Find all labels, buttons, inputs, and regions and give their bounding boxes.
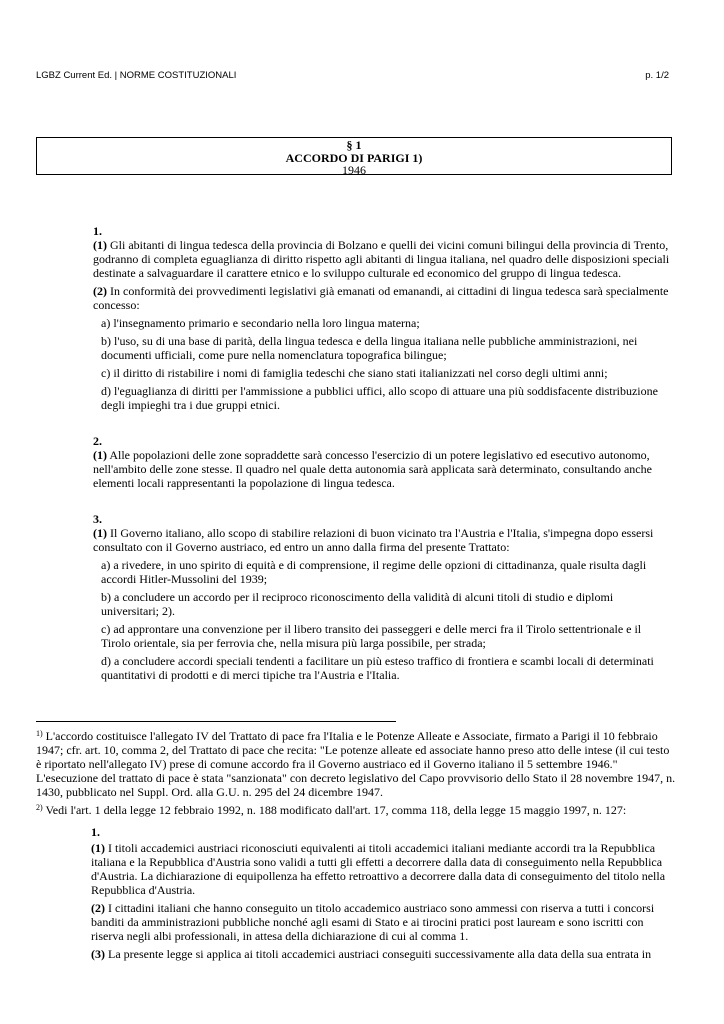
footnote-marker: 2)	[36, 803, 43, 812]
paragraph-number: (2)	[93, 284, 107, 298]
header-left: LGBZ Current Ed. | NORME COSTITUZIONALI	[36, 70, 237, 81]
list-item: c) ad approntare una convenzione per il libero transito dei passeggeri e delle merci fra il Tirolo settentrionale e il Tirolo orientale, sia per ferrovia che, nella misura più larga possibile, per strada;	[101, 622, 642, 650]
footnote-marker: 1)	[36, 729, 43, 738]
list-item: b) a concludere un accordo per il reciproco riconoscimento della validità di alcuni titoli di studio e diplomi universitari; 2).	[101, 590, 614, 618]
paragraph	[93, 238, 673, 280]
list-item: a) a rivedere, in uno spirito di equità e di comprensione, il regime delle opzioni di cittadinanza, quale risulta dagli accordi Hitler-Mussolini del 1939;	[101, 558, 647, 586]
paragraph	[93, 448, 673, 490]
list-item: a) l'insegnamento primario e secondario nella loro lingua materna;	[101, 316, 420, 330]
quoted-law	[91, 825, 676, 961]
document-title: ACCORDO DI PARIGI 1)	[285, 150, 423, 165]
paragraph-number: (1)	[91, 841, 105, 855]
paragraph	[91, 841, 676, 897]
footnote-2	[36, 803, 676, 817]
paragraph	[91, 947, 676, 961]
paragraph	[93, 526, 673, 554]
paragraph-text: Alle popolazioni delle zone sopraddette sarà concesso l'esercizio di un potere legislativo ed esecutivo autonomo, nell'ambito delle zone stesse. Il quadro nel quale detta autonomia sarà applicata sarà determinato, consultando anche elementi locali rappresentanti la popolazione di lingua tedesca.	[93, 448, 652, 490]
paragraph	[93, 284, 673, 312]
paragraph-number: (3)	[91, 947, 105, 961]
list-item: b) l'uso, su di una base di parità, della lingua tedesca e della lingua italiana nelle pubbliche amministrazioni, nei documenti ufficiali, come pure nella nomenclatura topografica bilingue;	[101, 334, 638, 362]
article-number: 3.	[93, 512, 102, 526]
footnotes	[36, 729, 676, 965]
article-3	[93, 512, 673, 682]
quoted-article-number: 1.	[91, 825, 100, 839]
list-item: c) il diritto di ristabilire i nomi di famiglia tedeschi che siano stati italianizzati nel corso degli ultimi anni;	[101, 366, 608, 380]
paragraph-number: (2)	[91, 901, 105, 915]
footnote-1	[36, 729, 676, 799]
article-number: 1.	[93, 224, 102, 238]
paragraph	[91, 901, 676, 943]
list-item: d) l'eguaglianza di diritti per l'ammissione a pubblici uffici, allo scopo di attuare una più soddisfacente distribuzione degli impieghi tra i due gruppi etnici.	[101, 384, 658, 412]
paragraph-text: Il Governo italiano, allo scopo di stabilire relazioni di buon vicinato tra l'Austria e l'Italia, s'impegna dopo essersi consultato con il Governo austriaco, ed entro un anno dalla firma del presente Trattato:	[93, 526, 654, 554]
paragraph-text: La presente legge si applica ai titoli accademici austriaci conseguiti successivamente alla data della sua entrata in	[105, 947, 652, 961]
article-1	[93, 224, 673, 412]
paragraph-text: In conformità dei provvedimenti legislativi già emanati od emanandi, ai cittadini di lingua tedesca sarà specialmente concesso:	[93, 284, 669, 312]
footnote-divider	[36, 721, 396, 722]
paragraph-text: Gli abitanti di lingua tedesca della provincia di Bolzano e quelli dei vicini comuni bilingui della provincia di Trento, godranno di completa eguaglianza di diritto rispetto agli abitanti di lingua italiana, nel quadro delle disposizioni speciali destinate a salvaguardare il carattere etnico e lo sviluppo culturale ed economico del gruppo di lingua tedesca.	[93, 238, 670, 280]
paragraph-text: I cittadini italiani che hanno conseguito un titolo accademico austriaco sono ammessi con riserva a tutti i concorsi banditi da amministrazioni pubbliche nonché agli esami di Stato e ai tirocini pratici post lauream e sono iscritti con riserva negli albi professionali, in attesa della dichiarazione di cui al comma 1.	[91, 901, 655, 943]
paragraph-text: I titoli accademici austriaci riconosciuti equivalenti ai titoli accademici italiani mediante accordi tra la Repubblica italiana e la Repubblica d'Austria sono validi a tutti gli effetti a decorrere dalla data di conseguimento nella Repubblica d'Austria. La dichiarazione di equipollenza ha effetto retroattivo a decorrere dalla data di conseguimento del titolo nella Repubblica d'Austria.	[91, 841, 666, 897]
footnote-text: L'accordo costituisce l'allegato IV del Trattato di pace fra l'Italia e le Potenze Alleate e Associate, firmato a Parigi il 10 febbraio 1947; cfr. art. 10, comma 2, del Trattato di pace che recita: "Le potenze alleate ed associate hanno preso atto delle intese (il cui testo è riportato nell'allegato IV) prese di comune accordo fra il Governo austriaco ed il Governo italiano il 5 settembre 1946." L'esecuzione del trattato di pace è stata "sanzionata" con decreto legislativo del Capo provvisorio dello Stato il 28 novembre 1947, n. 1430, pubblicato nel Suppl. Ord. alla G.U. n. 295 del 24 dicembre 1947.	[36, 729, 676, 799]
list-item: d) a concludere accordi speciali tendenti a facilitare un più esteso traffico di frontiera e scambi locali di determinati quantitativi di prodotti e di merci tipiche tra l'Austria e l'Italia.	[101, 654, 654, 682]
title-box	[36, 137, 672, 175]
section-number: § 1	[346, 138, 362, 152]
article-number: 2.	[93, 434, 102, 448]
paragraph-number: (1)	[93, 448, 107, 462]
page-number: p. 1/2	[645, 70, 669, 81]
paragraph-number: (1)	[93, 238, 107, 252]
main-content	[93, 224, 673, 704]
footnote-text: Vedi l'art. 1 della legge 12 febbraio 1992, n. 188 modificato dall'art. 17, comma 118, della legge 15 maggio 1997, n. 127:	[42, 803, 627, 817]
document-year: 1946	[342, 163, 366, 177]
article-2	[93, 434, 673, 490]
paragraph-number: (1)	[93, 526, 107, 540]
